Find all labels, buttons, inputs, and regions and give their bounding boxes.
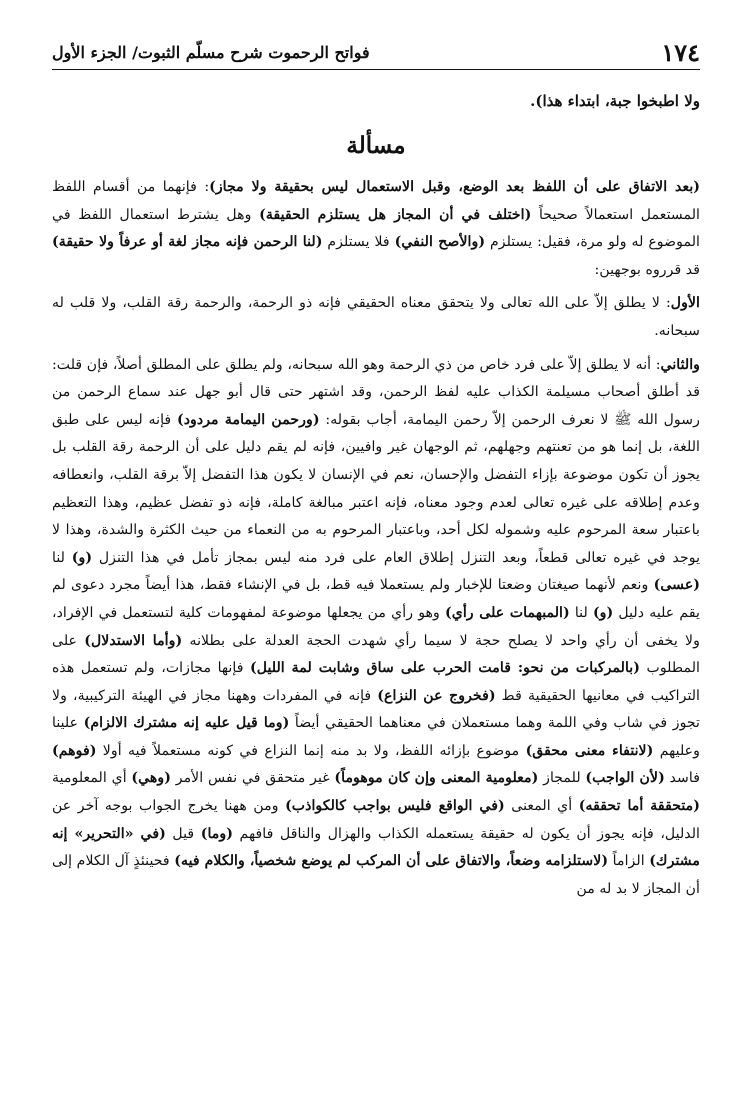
- bold-text-run: (المبهمات على رأي): [445, 604, 570, 621]
- bold-text-run: (وما): [200, 825, 233, 842]
- running-title: فواتح الرحموت شرح مسلّم الثبوت/ الجزء الأول: [52, 43, 370, 62]
- text-run: : فإنهما من أقسام اللفظ المستعمل استعمالاً صحيحاً: [52, 179, 700, 223]
- text-run: : أنه لا يطلق إلاّ على فرد خاص من ذي الرحمة وهو الله سبحانه، ولم يطلق على المطلق أصلاً، فإن قلت: قد أطلق أصحاب مسيلمة الكذاب عليه لفظ الرحمن، وقد اشتهر حتى قال أبو جهل عند سماع الرحمن من رسول الله ﷺ لا نعرف الرحمن إلاّ رحمن اليمامة، أجاب بقوله:: [52, 356, 700, 428]
- bold-text-run: (والأصح النفي): [394, 234, 486, 251]
- bold-text-run: (عسى): [653, 577, 700, 594]
- text-run: قيل: [165, 825, 201, 842]
- text-run: موضوع بإزائه اللفظ، ولا بد منه إنما النزاع في كونه مستعملاً فيه أولا: [96, 742, 526, 759]
- text-run: ومن ههنا يخرج الجواب بوجه آخر عن الدليل، فإنه يجوز أن يكون له حقيقة يستعمله الكذاب والهزال والناقل فافهم: [52, 798, 700, 842]
- bold-text-run: (وما قيل عليه إنه مشترك الالزام): [83, 715, 290, 732]
- text-run: قد قرروه بوجهين:: [594, 261, 700, 278]
- text-run: وهو رأي من يجعلها موضوعة لمفهومات كلية لتستعمل في الإفراد، ولا يخفى أن رأي واحد لا يصلح حجة لا سيما رأي شهدت الحجة العدلة على بطلانه: [52, 604, 700, 649]
- bold-text-run: (في «التحرير» إنه مشترك): [52, 825, 700, 870]
- bold-text-run: (لنا الرحمن فإنه مجاز لغة أو عرفاً ولا حقيقة): [52, 234, 323, 251]
- text-run: وهل يشترط استعمال اللفظ في الموضوع له ولو مرة، فقيل: يستلزم: [52, 206, 700, 251]
- text-run: ونعم لأنهما صيغتان وضعتا للإخبار ولم يستعملا فيه قط، بل في الإنشاء فقط، هذا أيضاً مجرد دعوى لم يقم عليه دليل: [52, 577, 700, 621]
- bold-text-run: (لأن الواجب): [585, 770, 665, 787]
- paragraph: [52, 352, 700, 904]
- bold-text-run: (بعد الاتفاق على أن اللفظ بعد الوضع، وقبل الاستعمال ليس بحقيقة ولا مجاز): [209, 179, 700, 195]
- text-run: لنا: [569, 604, 593, 621]
- bold-text-run: (في الواقع فليس بواجب كالكواذب): [285, 798, 505, 815]
- bold-text-run: (وهي): [131, 770, 171, 787]
- bold-text-run: (معلومية المعنى وإن كان موهوماً): [334, 770, 539, 787]
- text-run: فإنه في المفردات وههنا مجاز في الهيئة التركيبية، ولا تجوز في شاب وفي اللمة وهما مستعملان في معناهما الحقيقي أيضاً: [52, 687, 701, 732]
- bold-text-run: (وأما الاستدلال): [84, 632, 183, 649]
- page-header: [52, 36, 700, 70]
- text-run: : لا يطلق إلاّ على الله تعالى ولا يتحقق معناه الحقيقي فإنه ذو الرحمة، والرحمة رقة القلب، ولا قلب له سبحانه.: [52, 295, 700, 339]
- text-run: فلا يستلزم: [322, 234, 395, 251]
- bold-text-run: (فخروج عن النزاع): [377, 687, 496, 704]
- text-run: للمجاز: [538, 770, 586, 787]
- paragraph: [52, 290, 700, 345]
- text-run: فحينئذٍ آل الكلام إلى أن المجاز لا بد له من: [52, 853, 700, 897]
- bold-text-run: (ورحمن اليمامة مردود): [177, 411, 320, 428]
- text-run: فإنه ليس على طبق اللغة، بل إنما هو من تعنتهم وجهلهم، ثم الوجهان غير وافيين، فإنه لم يقم دليل على أن الرحمة رقة القلب بل يجوز أن تكون موضوعة بإزاء التفضل والإحسان، نعم في الإنسان لا يكون هذا التفضل إلاّ برقة القلب، وانعطافه وعدم إطلاقه على غيره تعالى لعدم وجود معناه، فإنه اعتبر مبالغة كاملة، فإنه ذو تفضل عظيم، وهذا التعظيم باعتبار سعة المرحوم عليه وشموله لكل أحد، وباعتبار المرحوم به من النعماء من حيث الكثرة والشدة، وهذا لا يوجد في غيره تعالى قطعاً، وبعد التنزل إطلاق العام على فرد منه ليس بمجاز تأمل في هذا التنزل: [52, 411, 701, 566]
- bold-text-run: (لانتفاء معنى محقق): [525, 742, 654, 759]
- text-run: فاسد: [664, 770, 700, 787]
- bold-text-run: (فوهم): [52, 742, 97, 759]
- text-run: أي المعلومية: [52, 770, 132, 787]
- bold-text-run: (متحققة أما تحققه): [578, 798, 700, 815]
- section-title: مسألة: [346, 132, 406, 159]
- text-run: لنا: [52, 549, 72, 566]
- text-run: فإنها مجازات، ولم تستعمل هذه التراكيب في معانيها الحقيقية قط: [52, 660, 700, 704]
- text-run: غير متحقق في نفس الأمر: [170, 770, 335, 787]
- bold-text-run: (و): [71, 549, 93, 566]
- page-number: ١٧٤: [661, 38, 700, 67]
- text-run: علينا وعليهم: [52, 715, 700, 759]
- bold-text-run: (و): [592, 604, 614, 621]
- bold-text-run: الأول: [670, 295, 700, 312]
- bold-text-run: (بالمركبات من نحو: قامت الحرب على ساق وشابت لمة الليل): [250, 660, 640, 677]
- text-run: أي المعنى: [504, 798, 579, 815]
- continuation-line: ولا اطبخوا جبة، ابتداء هذا).: [530, 92, 700, 110]
- bold-text-run: (لاستلزامه وضعاً، والاتفاق على أن المركب لم يوضع شخصياً، والكلام فيه): [174, 853, 609, 870]
- page-body: [52, 86, 700, 1093]
- paragraph: [52, 174, 700, 284]
- bold-text-run: (اختلف في أن المجاز هل يستلزم الحقيقة): [259, 206, 532, 223]
- text-run: على المطلوب: [52, 632, 700, 677]
- paragraphs: [52, 174, 700, 903]
- bold-text-run: والثاني: [660, 356, 700, 373]
- text-run: الزاماً: [608, 853, 650, 870]
